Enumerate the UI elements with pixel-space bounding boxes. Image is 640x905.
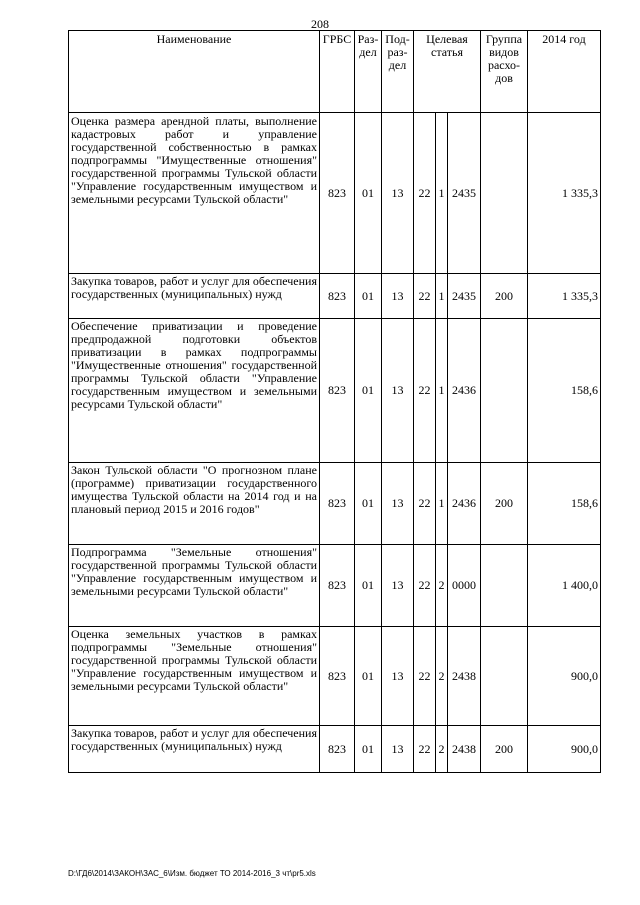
row-razdel: 01 — [355, 627, 382, 726]
row-target-code: 2436 — [448, 463, 481, 545]
row-target-code: 2435 — [448, 113, 481, 274]
row-target-code: 2436 — [448, 319, 481, 463]
row-podrazdel: 13 — [382, 319, 414, 463]
row-razdel: 01 — [355, 113, 382, 274]
row-amount: 1 400,0 — [528, 545, 601, 627]
row-podrazdel: 13 — [382, 545, 414, 627]
table-row — [69, 627, 601, 726]
row-group: 200 — [481, 463, 528, 545]
row-group: 200 — [481, 726, 528, 773]
row-amount: 900,0 — [528, 726, 601, 773]
page-number: 208 — [311, 17, 329, 31]
header-grbs: ГРБС — [320, 31, 355, 113]
header-row — [69, 31, 601, 113]
row-amount: 158,6 — [528, 463, 601, 545]
table-row — [69, 545, 601, 627]
row-target-program: 22 — [414, 274, 436, 319]
row-razdel: 01 — [355, 274, 382, 319]
row-podrazdel: 13 — [382, 113, 414, 274]
header-target: Целевая статья — [414, 31, 481, 113]
row-name: Закупка товаров, работ и услуг для обеспечения государственных (муниципальных) нужд — [69, 726, 320, 773]
row-target-code: 0000 — [448, 545, 481, 627]
row-grbs: 823 — [320, 627, 355, 726]
row-target-code: 2438 — [448, 627, 481, 726]
row-amount: 158,6 — [528, 319, 601, 463]
row-razdel: 01 — [355, 545, 382, 627]
row-group — [481, 627, 528, 726]
row-target-subprogram: 1 — [436, 319, 448, 463]
row-target-program: 22 — [414, 463, 436, 545]
header-razdel: Раз-дел — [355, 31, 382, 113]
row-amount: 1 335,3 — [528, 113, 601, 274]
row-grbs: 823 — [320, 726, 355, 773]
row-target-subprogram: 2 — [436, 726, 448, 773]
row-grbs: 823 — [320, 274, 355, 319]
row-name: Закон Тульской области "О прогнозном плане (программе) приватизации государственного имущества Тульской области на 2014 год и на плановый период 2015 и 2016 годов" — [69, 463, 320, 545]
header-name: Наименование — [69, 31, 320, 113]
row-target-subprogram: 1 — [436, 274, 448, 319]
row-target-subprogram: 1 — [436, 463, 448, 545]
row-razdel: 01 — [355, 726, 382, 773]
row-name: Оценка земельных участков в рамках подпрограммы "Земельные отношения" государственной программы Тульской области "Управление государственным имуществом и земельными ресурсами Тульской области" — [69, 627, 320, 726]
row-name: Закупка товаров, работ и услуг для обеспечения государственных (муниципальных) нужд — [69, 274, 320, 319]
row-target-subprogram: 2 — [436, 627, 448, 726]
table-row — [69, 319, 601, 463]
row-group — [481, 319, 528, 463]
row-name: Подпрограмма "Земельные отношения" государственной программы Тульской области "Управление государственным имуществом и земельными ресурсами Тульской области" — [69, 545, 320, 627]
row-name: Оценка размера арендной платы, выполнение кадастровых работ и управление государственной собственностью в рамках подпрограммы "Имущественные отношения" государственной программы Тульской области "Управление государственным имуществом и земельными ресурсами Тульской области" — [69, 113, 320, 274]
row-target-code: 2438 — [448, 726, 481, 773]
row-target-program: 22 — [414, 545, 436, 627]
row-group: 200 — [481, 274, 528, 319]
table-row — [69, 463, 601, 545]
header-group: Группа видов расхо-дов — [481, 31, 528, 113]
file-path: D:\ГД6\2014\ЗАКОН\ЗАС_6\Изм. бюджет ТО 2014-2016_3 чт\pr5.xls — [68, 869, 316, 878]
row-target-program: 22 — [414, 627, 436, 726]
row-podrazdel: 13 — [382, 726, 414, 773]
row-razdel: 01 — [355, 463, 382, 545]
table-row — [69, 113, 601, 274]
row-amount: 900,0 — [528, 627, 601, 726]
row-grbs: 823 — [320, 319, 355, 463]
header-year: 2014 год — [528, 31, 601, 113]
row-target-program: 22 — [414, 319, 436, 463]
header-podrazdel: Под-раз-дел — [382, 31, 414, 113]
row-grbs: 823 — [320, 113, 355, 274]
row-target-code: 2435 — [448, 274, 481, 319]
row-group — [481, 545, 528, 627]
budget-table — [68, 30, 601, 773]
table-row — [69, 274, 601, 319]
row-target-program: 22 — [414, 726, 436, 773]
row-podrazdel: 13 — [382, 627, 414, 726]
row-name: Обеспечение приватизации и проведение предпродажной подготовки объектов приватизации в рамках подпрограммы "Имущественные отношения" государственной программы Тульской области "Управление государственным имуществом и земельными ресурсами Тульской области" — [69, 319, 320, 463]
row-podrazdel: 13 — [382, 463, 414, 545]
row-group — [481, 113, 528, 274]
row-grbs: 823 — [320, 463, 355, 545]
row-target-program: 22 — [414, 113, 436, 274]
row-podrazdel: 13 — [382, 274, 414, 319]
table-row — [69, 726, 601, 773]
row-grbs: 823 — [320, 545, 355, 627]
row-razdel: 01 — [355, 319, 382, 463]
row-target-subprogram: 2 — [436, 545, 448, 627]
row-target-subprogram: 1 — [436, 113, 448, 274]
row-amount: 1 335,3 — [528, 274, 601, 319]
